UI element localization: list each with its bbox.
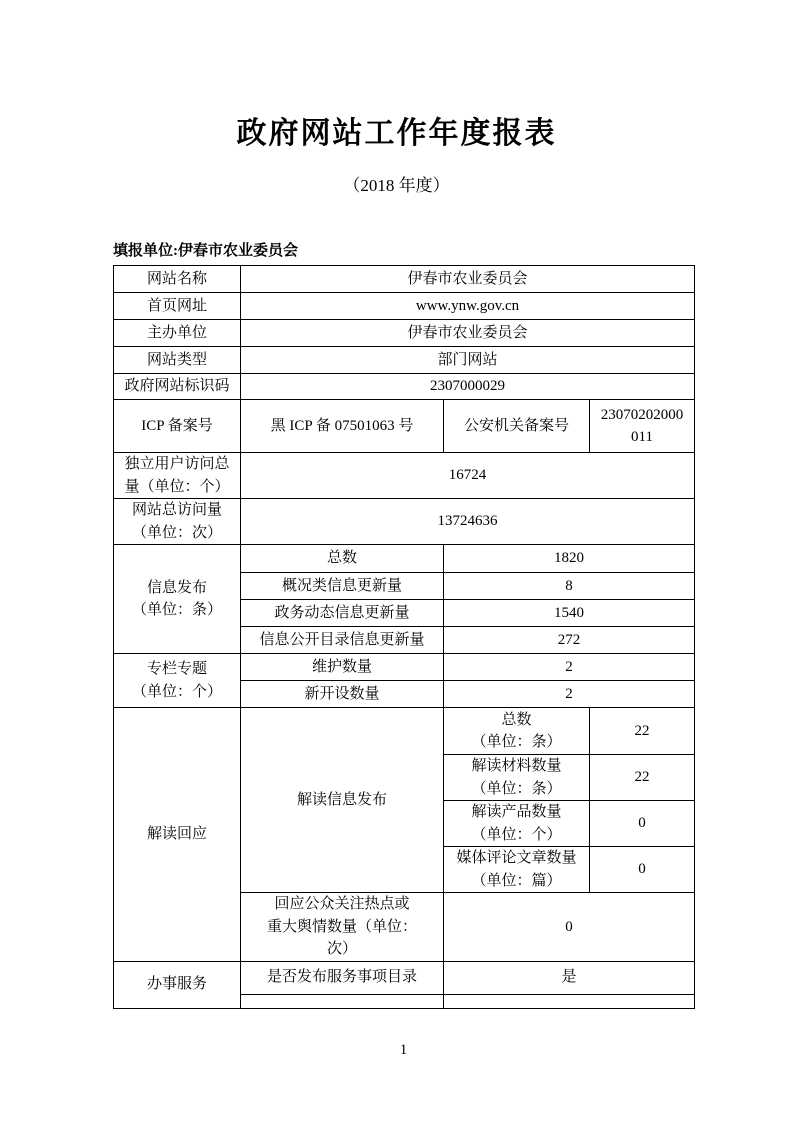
info-publish-overview-label: 概况类信息更新量 [241, 573, 444, 600]
table-row [114, 320, 695, 347]
interpretation-product-label [444, 801, 590, 847]
hot-response-value: 0 [444, 893, 695, 962]
organizer-label: 主办单位 [114, 320, 241, 347]
info-publish-total-label: 总数 [241, 545, 444, 573]
organizer-value: 伊春市农业委员会 [241, 320, 695, 347]
table-row [114, 347, 695, 374]
interpretation-total-value: 22 [590, 708, 695, 755]
interpretation-media-label-line1: 媒体评论文章数量 [456, 850, 577, 866]
special-columns-maintained-value: 2 [444, 654, 695, 681]
icp-label: ICP 备案号 [114, 400, 241, 453]
home-url-label: 首页网址 [114, 293, 241, 320]
interpretation-product-label-line1: 解读产品数量 [471, 804, 562, 820]
annual-report-table [113, 265, 695, 1009]
total-visits-value: 13724636 [241, 499, 695, 545]
table-row [114, 961, 695, 994]
service-section-label: 办事服务 [114, 961, 241, 1008]
special-columns-label-line2: （单位：个） [131, 683, 222, 700]
table-row [114, 266, 695, 293]
interpretation-total-label-line2: （单位：条） [471, 734, 562, 750]
table-row [114, 499, 695, 545]
info-publish-section-label [114, 545, 241, 654]
total-visits-label-line1: 网站总访问量 [131, 502, 222, 518]
info-publish-directory-label: 信息公开目录信息更新量 [241, 627, 444, 654]
site-code-value: 2307000029 [241, 374, 695, 400]
info-publish-directory-value: 272 [444, 627, 695, 654]
unique-visitors-label-line1: 独立用户访问总 [124, 456, 230, 472]
police-record-label: 公安机关备案号 [444, 400, 590, 453]
interpretation-section-label: 解读回应 [114, 708, 241, 962]
service-continued-empty-value [444, 994, 695, 1008]
service-continued-empty-cell [241, 994, 444, 1008]
site-type-label: 网站类型 [114, 347, 241, 374]
page-number: 1 [399, 1042, 408, 1058]
special-columns-new-label: 新开设数量 [241, 681, 444, 708]
info-publish-total-value: 1820 [444, 545, 695, 573]
interpretation-total-label [444, 708, 590, 755]
report-title: 政府网站工作年度报表 [236, 117, 557, 150]
police-record-value-line2: 011 [631, 429, 653, 445]
special-columns-new-value: 2 [444, 681, 695, 708]
unique-visitors-value: 16724 [241, 453, 695, 499]
police-record-value-line1: 23070202000 [600, 406, 684, 423]
total-visits-label [114, 499, 241, 545]
interpretation-product-value: 0 [590, 801, 695, 847]
interpretation-material-value: 22 [590, 755, 695, 801]
table-row [114, 708, 695, 755]
interpretation-media-value: 0 [590, 847, 695, 893]
hot-response-label-line3: 次） [326, 941, 357, 957]
service-directory-label: 是否发布服务事项目录 [241, 961, 444, 994]
table-row [114, 654, 695, 681]
info-publish-overview-value: 8 [444, 573, 695, 600]
info-publish-news-label: 政务动态信息更新量 [241, 600, 444, 627]
service-directory-value: 是 [444, 961, 695, 994]
total-visits-label-line2: （单位：次） [131, 524, 222, 541]
unique-visitors-label-line2: 量（单位：个） [124, 478, 230, 495]
icp-value: 黑 ICP 备 07501063 号 [241, 400, 444, 453]
site-type-value: 部门网站 [241, 347, 695, 374]
interpretation-product-label-line2: （单位：个） [471, 826, 562, 843]
info-publish-label-line1: 信息发布 [146, 579, 207, 596]
table-row [114, 374, 695, 400]
special-columns-maintained-label: 维护数量 [241, 654, 444, 681]
home-url-value: www.ynw.gov.cn [241, 293, 695, 320]
site-code-label: 政府网站标识码 [114, 374, 241, 400]
hot-response-label [241, 893, 444, 962]
police-record-value [590, 400, 695, 453]
unique-visitors-label [114, 453, 241, 499]
site-name-label: 网站名称 [114, 266, 241, 293]
info-publish-label-line2: （单位：条） [131, 602, 222, 618]
site-name-value: 伊春市农业委员会 [241, 266, 695, 293]
table-row [114, 545, 695, 573]
interpretation-publish-label: 解读信息发布 [241, 708, 444, 893]
info-publish-news-value: 1540 [444, 600, 695, 627]
hot-response-label-line1: 回应公众关注热点或 [274, 896, 410, 912]
table-row [114, 453, 695, 499]
reporting-unit-label: 填报单位:伊春市农业委员会 [113, 243, 298, 259]
interpretation-media-label [444, 847, 590, 893]
interpretation-media-label-line2: （单位：篇） [471, 872, 562, 889]
report-subtitle: （2018 年度） [343, 176, 450, 195]
hot-response-label-line2: 重大舆情数量（单位： [266, 918, 417, 935]
table-row [114, 400, 695, 453]
interpretation-material-label-line2: （单位：条） [471, 780, 562, 797]
interpretation-total-label-line1: 总数 [501, 711, 532, 728]
special-columns-label-line1: 专栏专题 [146, 661, 207, 677]
interpretation-material-label-line1: 解读材料数量 [471, 758, 562, 774]
table-row [114, 293, 695, 320]
special-columns-section-label [114, 654, 241, 708]
interpretation-material-label [444, 755, 590, 801]
